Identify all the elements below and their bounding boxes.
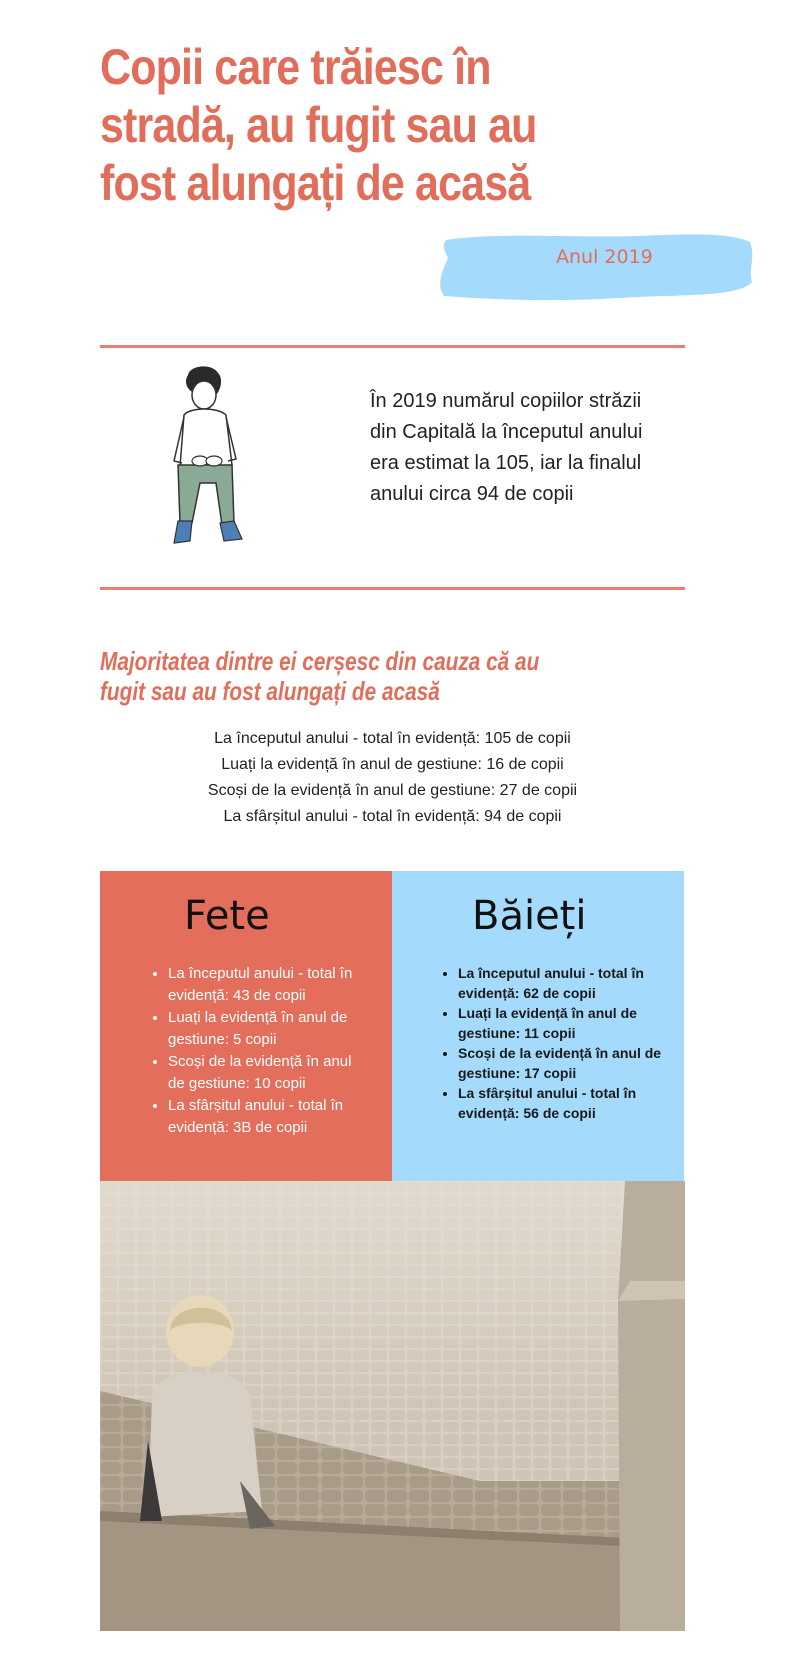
year-label: Anul 2019 [556, 246, 653, 268]
year-badge [438, 228, 758, 314]
divider-top [100, 345, 685, 348]
section-title: Majoritatea dintre ei cerșesc din cauza că au fugit sau au fost alungați de acasă [100, 646, 540, 706]
page-title: Copii care trăiesc în stradă, au fugit sau au fost alungați de acasă [100, 39, 537, 211]
brush-stroke-shape [438, 228, 758, 314]
summary-line: La sfârșitul anului - total în evidență: 94 de copii [223, 808, 562, 825]
sitting-child-illustration [160, 365, 260, 565]
child-on-street-photo [100, 1181, 685, 1631]
girls-panel [100, 871, 392, 1181]
summary-line: Scoși de la evidență în anul de gestiune: 27 de copii [207, 782, 578, 799]
intro-text: În 2019 numărul copiilor străzii din Capitală la începutul anului era estimat la 105, iar la finalul anului circa 94 de copii [370, 390, 643, 505]
list-item: • Luați la evidență în anul de gestiune: 11 copii [458, 1003, 663, 1043]
summary-line: La începutul anului - total în evidență: 105 de copii [214, 730, 571, 747]
girls-list [150, 963, 368, 1139]
list-item: • Luați la evidență în anul de gestiune: 5 copii [168, 1007, 368, 1051]
summary-list [100, 726, 685, 830]
divider-bottom [100, 587, 685, 590]
list-item: • La sfârșitul anului - total în evidență: 3B de copii [168, 1095, 368, 1139]
list-item: • La sfârșitul anului - total în evidență: 56 de copii [458, 1083, 663, 1123]
boys-heading: Băieți [472, 893, 587, 939]
list-item: • Scoși de la evidență în anul de gestiune: 17 copii [458, 1043, 663, 1083]
list-item: • Scoși de la evidență în anul de gestiune: 10 copii [168, 1051, 368, 1095]
list-item: • La începutul anului - total în evidență: 62 de copii [458, 963, 663, 1003]
boys-panel [392, 871, 684, 1181]
boys-list [440, 963, 663, 1123]
girls-heading: Fete [184, 893, 270, 939]
list-item: • La începutul anului - total în evidență: 43 de copii [168, 963, 368, 1007]
summary-line: Luați la evidență în anul de gestiune: 16 de copii [221, 756, 564, 773]
